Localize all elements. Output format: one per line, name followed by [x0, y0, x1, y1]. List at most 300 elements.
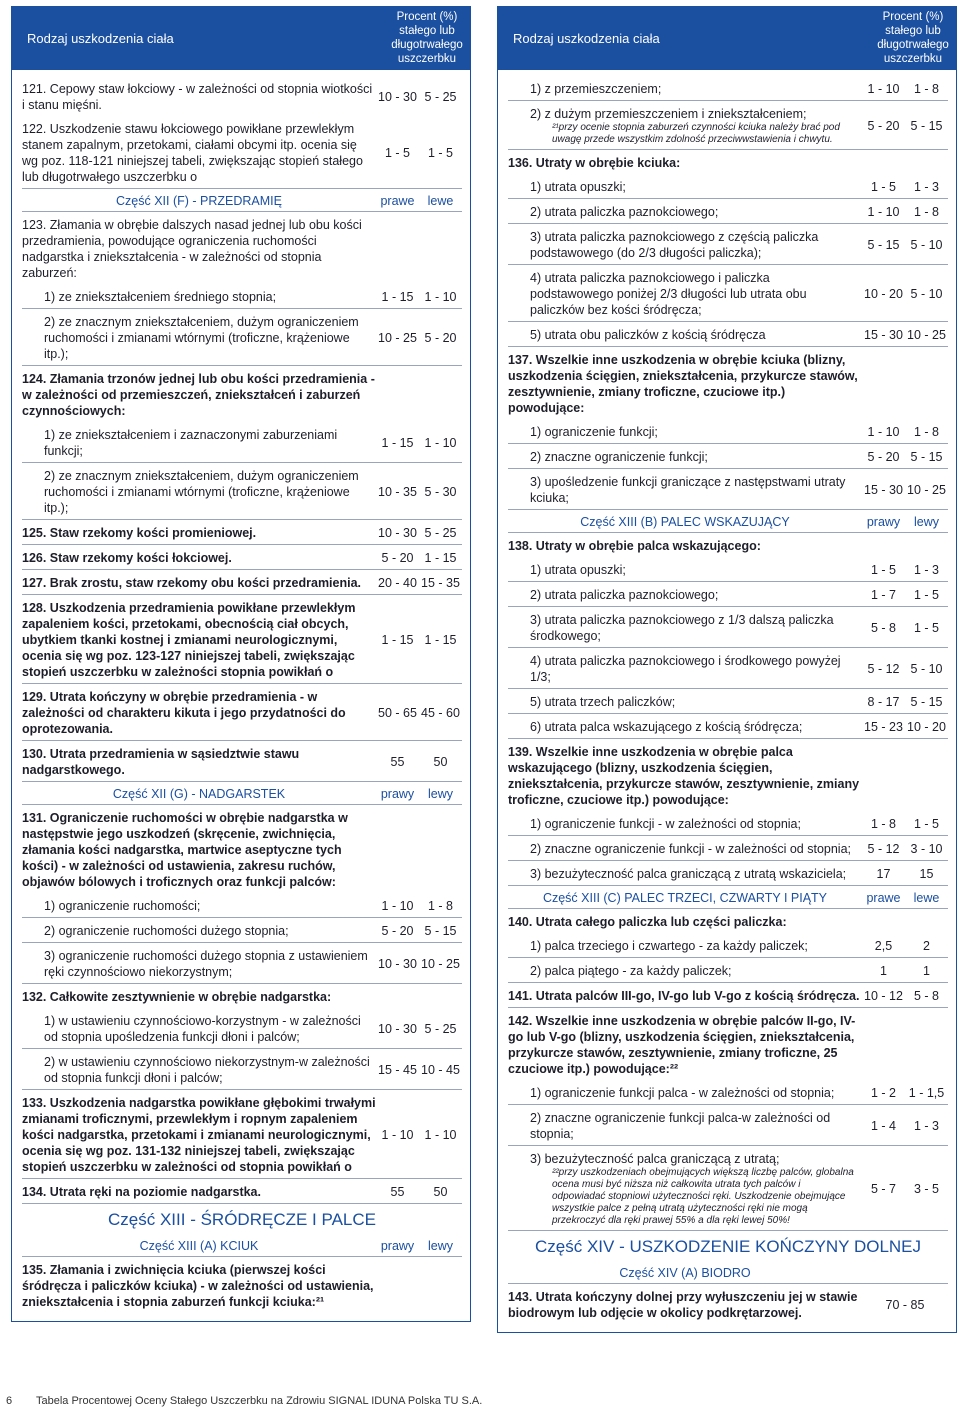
entry-cell	[508, 816, 862, 832]
left-value: 10 - 25	[907, 328, 946, 342]
right-value: 55	[390, 1185, 405, 1199]
header-percent: Procent (%) stałego lub długotrwałego uszczerbku	[391, 11, 463, 65]
table-row	[508, 559, 948, 582]
header-injury-type: Rodzaj uszkodzenia ciała	[27, 30, 174, 46]
side-labels	[376, 1239, 462, 1253]
right-value: 15 - 23	[864, 720, 903, 734]
percent-values	[862, 867, 948, 881]
entry-cell	[22, 81, 376, 113]
entry-text: 3) bezużyteczność palca graniczącą z utratą wskaziciela;	[530, 867, 847, 881]
right-value: 15 - 30	[864, 483, 903, 497]
section-heading	[22, 1236, 462, 1257]
table-row	[508, 716, 948, 739]
percent-values	[376, 485, 462, 499]
entry-text: 3) utrata paliczka paznokciowego z 1/3 dalszą paliczka środkowego;	[530, 613, 834, 643]
entry-text: 1) utrata opuszki;	[530, 563, 626, 577]
percent-values	[376, 290, 462, 304]
entry-text: 123. Złamania w obrębie dalszych nasad jednej lub obu kości przedramienia, powodujące ograniczenia ruchomości nadgarstka i zniekształcenia - w zależności od stopnia zaburzeń:	[22, 218, 362, 280]
entry-text: 2) utrata paliczka paznokciowego;	[530, 205, 719, 219]
entry-text: 126. Staw rzekomy kości łokciowej.	[22, 551, 232, 565]
table-row	[508, 813, 948, 836]
entry-text: 2) znaczne ograniczenie funkcji - w zależności od stopnia;	[530, 842, 852, 856]
entry-cell	[22, 121, 376, 185]
percent-values	[862, 695, 948, 709]
percent-values	[862, 287, 948, 301]
entry-cell	[508, 719, 862, 735]
percent-values	[862, 939, 948, 953]
right-side-label: prawy	[866, 515, 901, 529]
table-row	[508, 103, 948, 150]
section-title: Część XIII (A) KCIUK	[139, 1239, 259, 1253]
entry-text: 134. Utrata ręki na poziomie nadgarstka.	[22, 1185, 261, 1199]
side-labels	[376, 787, 462, 801]
table-row	[22, 986, 462, 1008]
table-row	[22, 743, 462, 782]
part-heading: Część XIII - ŚRÓDRĘCZE I PALCE	[108, 1210, 376, 1229]
entry-cell	[22, 575, 376, 591]
entry-text: 1) palca trzeciego i czwartego - za każdy paliczek;	[530, 939, 808, 953]
percent-values	[376, 526, 462, 540]
left-side-label: lewe	[913, 891, 940, 905]
percent-values	[376, 957, 462, 971]
table-row	[22, 920, 462, 943]
entry-cell	[508, 270, 862, 318]
right-value: 5 - 20	[867, 450, 900, 464]
entry-text: 1) ograniczenie funkcji;	[530, 425, 658, 439]
header-percent: Procent (%) stałego lub długotrwałego uszczerbku	[877, 11, 949, 65]
left-value: 15 - 35	[421, 576, 460, 590]
table-row	[508, 324, 948, 347]
table-row	[508, 421, 948, 444]
entry-cell	[22, 948, 376, 980]
section-heading	[508, 512, 948, 533]
entry-text: 2) ograniczenie ruchomości dużego stopnia;	[44, 924, 289, 938]
entry-cell	[22, 217, 376, 281]
table-row	[22, 1181, 462, 1204]
right-value: 1 - 5	[384, 146, 410, 160]
percent-values	[862, 119, 948, 133]
table-row	[508, 691, 948, 714]
table-row	[22, 597, 462, 684]
left-value: 1 - 5	[913, 817, 939, 831]
left-value: 1 - 15	[424, 633, 457, 647]
right-column	[497, 6, 957, 1333]
table-row	[508, 584, 948, 607]
entry-text: 128. Uszkodzenia przedramienia powikłane przewlekłym zapaleniem kości, przetokami, obecnością ciał obcych, ubytkiem tkanki kostnej i zmianami neurologicznymi, ocenia się wg poz. 123-127 niniejszej tabeli, zwiększając stopień uszczerbku w zależności stopnia powikłań o	[22, 601, 356, 679]
percent-values	[376, 755, 462, 769]
right-value: 1 - 7	[870, 588, 896, 602]
table-row	[22, 1259, 462, 1313]
entry-text: 140. Utrata całego paliczka lub części paliczka:	[508, 915, 787, 929]
right-side-label: prawy	[380, 1239, 415, 1253]
right-value: 1 - 10	[381, 899, 414, 913]
right-value: 8 - 17	[867, 695, 900, 709]
entry-cell	[508, 612, 862, 644]
table-row	[22, 807, 462, 893]
left-side-label: lewy	[913, 515, 939, 529]
left-value: 10 - 45	[421, 1063, 460, 1077]
entry-cell	[508, 1110, 862, 1142]
percent-values	[862, 989, 948, 1003]
entry-cell	[508, 179, 862, 195]
entry-text: 1) ze zniekształceniem średniego stopnia;	[44, 290, 277, 304]
table-header	[497, 6, 957, 70]
percent-values	[376, 551, 462, 565]
table-row	[508, 1010, 948, 1080]
right-value: 10 - 35	[378, 485, 417, 499]
section-heading	[22, 191, 462, 212]
percent-values	[862, 662, 948, 676]
right-value: 1 - 4	[870, 1119, 896, 1133]
section-title: Część XIII (C) PALEC TRZECI, CZWARTY I PIĄTY	[542, 891, 828, 905]
left-value: 2	[923, 939, 930, 953]
table-row	[508, 985, 948, 1008]
table-row	[508, 1082, 948, 1105]
entry-cell	[508, 1289, 862, 1321]
right-value: 1 - 15	[381, 290, 414, 304]
right-value: 50 - 65	[378, 706, 417, 720]
percent-values	[862, 1298, 948, 1312]
table-row	[22, 465, 462, 520]
left-value: 5 - 20	[424, 331, 457, 345]
percent-values	[376, 331, 462, 345]
percent-values	[862, 1119, 948, 1133]
entry-cell	[22, 989, 376, 1005]
percent-values	[862, 328, 948, 342]
left-value: 5 - 25	[424, 1022, 457, 1036]
entry-text: 133. Uszkodzenia nadgarstka powikłane głębokimi trwałymi zmianami troficznymi, przewlekłym i ropnym zapaleniem kości nadgarstka, przetokami i zmianami neurologicznymi, ocenia się wg poz. 131-132 niniejszej tabeli, zwiększając stopień uszczerbku w zależności od stopnia powikłań o	[22, 1096, 376, 1174]
table-row	[22, 1010, 462, 1049]
table-row	[22, 214, 462, 284]
table-row	[508, 78, 948, 101]
right-value: 20 - 40	[378, 576, 417, 590]
percent-values	[862, 1086, 948, 1100]
entry-cell	[22, 525, 376, 541]
entry-cell	[508, 1151, 862, 1227]
left-value: 1 - 8	[913, 205, 939, 219]
entry-text: 3) ograniczenie ruchomości dużego stopnia z ustawieniem ręki czynnościowo niekorzystnym;	[44, 949, 368, 979]
entry-cell	[22, 427, 376, 459]
right-value: 10 - 30	[378, 1022, 417, 1036]
entry-cell	[508, 562, 862, 578]
left-value: 1	[923, 964, 930, 978]
left-value: 3 - 10	[910, 842, 943, 856]
table-row	[508, 838, 948, 861]
percent-values	[862, 817, 948, 831]
entry-text: 3) upośledzenie funkcji graniczące z następstwami utraty kciuka;	[530, 475, 846, 505]
table-body	[497, 70, 957, 1333]
left-side-label: lewy	[427, 787, 453, 801]
right-value: 1 - 15	[381, 633, 414, 647]
percent-values	[862, 82, 948, 96]
right-value: 5 - 20	[381, 551, 414, 565]
right-value: 10 - 12	[864, 989, 903, 1003]
table-row	[508, 152, 948, 174]
table-row	[508, 1286, 948, 1324]
entry-text: 2) znaczne ograniczenie funkcji palca-w zależności od stopnia;	[530, 1111, 831, 1141]
table-row	[508, 935, 948, 958]
entry-text: 1) utrata opuszki;	[530, 180, 626, 194]
right-value: 17	[876, 867, 891, 881]
entry-cell	[508, 327, 862, 343]
right-value: 1 - 10	[381, 1128, 414, 1142]
entry-cell	[508, 938, 862, 954]
percent-values	[376, 706, 462, 720]
table-row	[22, 522, 462, 545]
left-column	[11, 6, 471, 1322]
table-row	[22, 78, 462, 116]
left-value: 45 - 60	[421, 706, 460, 720]
entry-text: 2) w ustawieniu czynnościowo niekorzystnym-w zależności od stopnia funkcji dłoni i palców;	[44, 1055, 370, 1085]
entry-cell	[22, 1013, 376, 1045]
entry-text: 2) ze znacznym zniekształceniem, dużym ograniczeniem ruchomości i zmianami wtórnymi (troficzne, krążeniowe itp.);	[44, 315, 359, 361]
entry-text: 2) palca piątego - za każdy paliczek;	[530, 964, 732, 978]
percent-values	[376, 1185, 462, 1199]
table-row	[22, 547, 462, 570]
table-row	[22, 686, 462, 741]
table-row	[508, 446, 948, 469]
left-value: 5 - 25	[424, 90, 457, 104]
entry-cell	[22, 1095, 376, 1175]
entry-text: 3) utrata paliczka paznokciowego z częścią paliczka podstawowego (do 2/3 długości paliczka);	[530, 230, 819, 260]
right-value: 10 - 30	[378, 526, 417, 540]
table-row	[508, 863, 948, 886]
entry-text: 5) utrata trzech paliczków;	[530, 695, 676, 709]
entry-cell	[508, 744, 862, 808]
right-value: 5 - 12	[867, 662, 900, 676]
entry-text: 5) utrata obu paliczków z kością śródręcza	[530, 328, 766, 342]
entry-text: 1) z przemieszczeniem;	[530, 82, 662, 96]
entry-text: 4) utrata paliczka paznokciowego i środkowego powyżej 1/3;	[530, 654, 841, 684]
right-value: 10 - 25	[378, 331, 417, 345]
entry-cell	[508, 914, 862, 930]
right-value: 10 - 20	[864, 287, 903, 301]
percent-values	[376, 924, 462, 938]
left-value: 50	[433, 1185, 448, 1199]
entry-cell	[22, 689, 376, 737]
percent-values	[862, 964, 948, 978]
entry-text: 1) ograniczenie ruchomości;	[44, 899, 201, 913]
left-side-label: lewe	[427, 194, 454, 208]
footnote: ²²przy uszkodzeniach obejmujących większą liczbę palców, globalna ocena musi być niższa niż całkowita utrata tych palców i odpowiadać stopniowi użyteczności ręki. Uszkodzenie obejmujące wszystkie palce z pełną utratą użyteczności ręki nie mogą przekroczyć dla ręki prawej 55% a dla ręki lewej 50%!	[552, 1167, 854, 1226]
entry-cell	[508, 155, 862, 171]
left-value: 1 - 3	[913, 1119, 939, 1133]
percent-values	[862, 238, 948, 252]
percent-values	[862, 205, 948, 219]
entry-text: 124. Złamania trzonów jednej lub obu kości przedramienia - w zależności od przemieszczeń, zniekształceń i zaburzeń czynnościowych:	[22, 372, 375, 418]
table-row	[22, 1051, 462, 1090]
right-value: 55	[390, 755, 405, 769]
entry-cell	[508, 963, 862, 979]
left-value: 5 - 8	[913, 989, 939, 1003]
table-row	[22, 895, 462, 918]
entry-text: 6) utrata palca wskazującego z kością śródręcza;	[530, 720, 803, 734]
left-value: 5 - 10	[910, 662, 943, 676]
right-value: 5 - 7	[870, 1182, 896, 1196]
table-row	[508, 201, 948, 224]
entry-text: 130. Utrata przedramienia w sąsiedztwie stawu nadgarstkowego.	[22, 747, 300, 777]
entry-text: 136. Utraty w obrębie kciuka:	[508, 156, 681, 170]
table-row	[22, 945, 462, 984]
percent-values	[376, 576, 462, 590]
entry-cell	[508, 106, 862, 146]
entry-text: 122. Uszkodzenie stawu łokciowego powikłane przewlekłym stanem zapalnym, przetokami, ciałami obcymi itp. ocenia się wg poz. 118-121 niniejszej tabeli, zwiększając stopień stałego lub długotrwałego uszczerbku o	[22, 122, 363, 184]
table-header	[11, 6, 471, 70]
percent-values	[862, 450, 948, 464]
table-row	[508, 960, 948, 983]
percent-values	[862, 563, 948, 577]
left-value: 1 - 8	[913, 82, 939, 96]
percent-values	[376, 1022, 462, 1036]
entry-cell	[508, 352, 862, 416]
left-value: 5 - 30	[424, 485, 457, 499]
left-value: 1 - 15	[424, 551, 457, 565]
section-heading	[508, 888, 948, 909]
table-row	[508, 1107, 948, 1146]
right-value: 10 - 30	[378, 957, 417, 971]
table-row	[508, 226, 948, 265]
left-value: 3 - 5	[913, 1182, 939, 1196]
right-value: 1 - 2	[870, 1086, 896, 1100]
right-side-label: prawe	[380, 194, 415, 208]
percent-values	[376, 633, 462, 647]
entry-cell	[508, 988, 862, 1004]
left-value: 5 - 15	[910, 695, 943, 709]
table-row	[22, 572, 462, 595]
right-value: 1	[880, 964, 887, 978]
entry-cell	[508, 424, 862, 440]
table-row	[22, 311, 462, 366]
entry-cell	[22, 289, 376, 305]
entry-cell	[22, 810, 376, 890]
entry-text: 143. Utrata kończyny dolnej przy wyłuszczeniu jej w stawie biodrowym lub odjęcie w okolicy podkrętarzowej.	[508, 1290, 858, 1320]
right-value: 1 - 10	[867, 82, 900, 96]
entry-text: 2) znaczne ograniczenie funkcji;	[530, 450, 708, 464]
right-value: 10 - 30	[378, 90, 417, 104]
right-value: 5 - 8	[870, 621, 896, 635]
entry-cell	[22, 1054, 376, 1086]
right-value: 5 - 20	[867, 119, 900, 133]
entry-cell	[22, 1262, 376, 1310]
left-value: 50	[433, 755, 448, 769]
header-injury-type: Rodzaj uszkodzenia ciała	[513, 30, 660, 46]
left-value: 1 - 5	[913, 621, 939, 635]
right-side-label: prawe	[866, 891, 901, 905]
entry-cell	[508, 538, 862, 554]
left-value: 1 - 8	[913, 425, 939, 439]
entry-text: 2) ze znacznym zniekształceniem, dużym ograniczeniem ruchomości i zmianami wtórnymi (troficzne, krążeniowe itp.);	[44, 469, 359, 515]
entry-cell	[22, 314, 376, 362]
table-row	[508, 650, 948, 689]
percent-values	[862, 425, 948, 439]
table-row	[22, 118, 462, 189]
entry-cell	[22, 746, 376, 778]
entry-text: 137. Wszelkie inne uszkodzenia w obrębie kciuka (blizny, uszkodzenia ścięgien, zniekształcenia, przykurcze stawów, zesztywnienie, zmiany troficzne, czuciowe itp.) powodujące:	[508, 353, 858, 415]
table-row	[22, 1092, 462, 1179]
entry-cell	[508, 204, 862, 220]
entry-cell	[508, 81, 862, 97]
part-heading: Część XIV - USZKODZENIE KOŃCZYNY DOLNEJ	[534, 1237, 922, 1256]
entry-text: 129. Utrata kończyny w obrębie przedramienia - w zależności od charakteru kikuta i jego przydatności do oprotezowania.	[22, 690, 346, 736]
section-title: Część XIV (A) BIODRO	[619, 1266, 751, 1280]
table-row	[508, 741, 948, 811]
table-row	[508, 535, 948, 557]
left-side-label: lewy	[427, 1239, 453, 1253]
left-value: 1 - 8	[427, 899, 453, 913]
right-value: 5 - 20	[381, 924, 414, 938]
side-labels	[376, 194, 462, 208]
entry-text: 4) utrata paliczka paznokciowego i paliczka podstawowego poniżej 2/3 długości lub utrata obu paliczków bez kości śródręcza;	[530, 271, 807, 317]
entry-cell	[508, 841, 862, 857]
right-value: 1 - 8	[870, 817, 896, 831]
right-value: 70 - 85	[885, 1298, 925, 1312]
left-value: 5 - 10	[910, 238, 943, 252]
entry-text: 138. Utraty w obrębie palca wskazującego:	[508, 539, 761, 553]
table-row	[508, 349, 948, 419]
entry-cell	[22, 1184, 376, 1200]
side-labels	[862, 891, 948, 905]
left-value: 5 - 25	[424, 526, 457, 540]
entry-cell	[508, 449, 862, 465]
entry-text: 2) z dużym przemieszczeniem i zniekształceniem;	[530, 107, 807, 121]
left-value: 5 - 15	[910, 450, 943, 464]
left-value: 1 - 10	[424, 290, 457, 304]
right-value: 1 - 5	[870, 180, 896, 194]
percent-values	[862, 842, 948, 856]
entry-cell	[508, 866, 862, 882]
left-value: 10 - 25	[421, 957, 460, 971]
entry-text: 3) bezużyteczność palca graniczącą z utratą;	[530, 1152, 780, 1166]
entry-text: 141. Utrata palców III-go, IV-go lub V-go z kością śródręcza.	[508, 989, 860, 1003]
percent-values	[862, 588, 948, 602]
section-title: Część XIII (B) PALEC WSKAZUJĄCY	[580, 515, 790, 529]
percent-values	[376, 90, 462, 104]
entry-cell	[22, 898, 376, 914]
table-row	[508, 471, 948, 510]
entry-cell	[508, 229, 862, 261]
left-value: 10 - 25	[907, 483, 946, 497]
entry-cell	[22, 923, 376, 939]
page-number: 6	[6, 1395, 13, 1407]
entry-text: 132. Całkowite zesztywnienie w obrębie nadgarstka:	[22, 990, 332, 1004]
entry-cell	[508, 653, 862, 685]
table-row	[508, 176, 948, 199]
percent-values	[862, 483, 948, 497]
table-row	[508, 911, 948, 933]
entry-cell	[22, 371, 376, 419]
right-value: 1 - 5	[870, 563, 896, 577]
percent-values	[376, 436, 462, 450]
left-value: 1 - 3	[913, 180, 939, 194]
right-side-label: prawy	[380, 787, 415, 801]
entry-text: 125. Staw rzekomy kości promieniowej.	[22, 526, 257, 540]
entry-text: 1) ograniczenie funkcji - w zależności od stopnia;	[530, 817, 801, 831]
right-value: 5 - 15	[867, 238, 900, 252]
left-value: 1 - 5	[913, 588, 939, 602]
entry-cell	[508, 1013, 862, 1077]
footer-text: Tabela Procentowej Oceny Stałego Uszczerbku na Zdrowiu SIGNAL IDUNA Polska TU S.A.	[36, 1395, 483, 1407]
table-row	[508, 609, 948, 648]
table-row	[508, 267, 948, 322]
entry-cell	[508, 694, 862, 710]
right-value: 1 - 15	[381, 436, 414, 450]
section-title: Część XII (F) - PRZEDRAMIĘ	[116, 194, 282, 208]
percent-values	[376, 899, 462, 913]
entry-text: 1) ze zniekształceniem i zaznaczonymi zaburzeniami funkcji;	[44, 428, 338, 458]
entry-text: 2) utrata paliczka paznokciowego;	[530, 588, 719, 602]
entry-text: 127. Brak zrostu, staw rzekomy obu kości przedramienia.	[22, 576, 362, 590]
table-row	[22, 368, 462, 422]
